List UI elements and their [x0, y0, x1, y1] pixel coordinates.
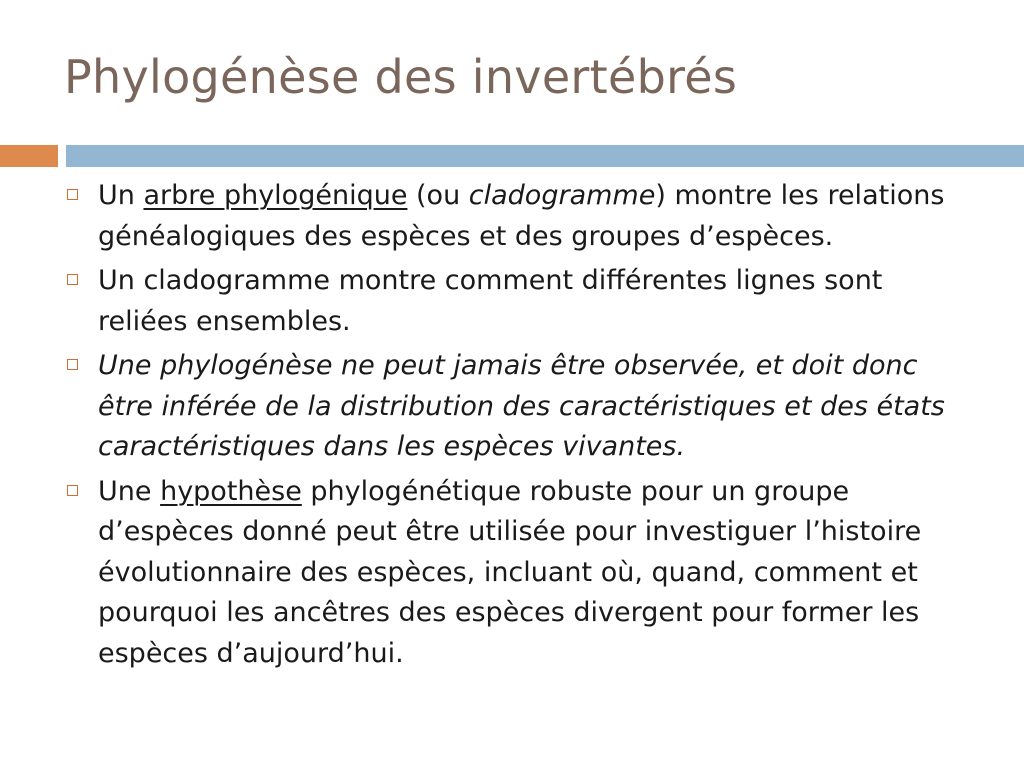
- accent-bar-blue: [66, 145, 1024, 167]
- bullet-text: ) montre les relations généalogiques des espèces et des groupes d’espèces.: [98, 180, 945, 252]
- slide-title: Phylogénèse des invertébrés: [64, 50, 738, 104]
- bullet-text-italic: Une phylogénèse ne peut jamais être observée, et doit donc être inférée de la distribution des caractéristiques et des états caractéristiques dans les espèces vivantes.: [98, 350, 945, 462]
- bullet-text: phylogénétique robuste pour un groupe d’espèces donné peut être utilisée pour investiguer l’histoire évolutionnaire des espèces, incluant où, quand, comment et pourquoi les ancêtres des espèces divergent pour former les espèces d’aujourd’hui.: [98, 475, 922, 669]
- square-outline-bullet-icon: [67, 359, 78, 370]
- term-cladogramme: cladogramme: [468, 180, 656, 211]
- bullet-item: [62, 472, 972, 675]
- accent-bar-orange: [0, 145, 58, 167]
- term-arbre-phylogenique: arbre phylogénique: [143, 180, 408, 211]
- bullet-text: Un cladogramme montre comment différentes lignes sont reliées ensembles.: [98, 265, 883, 337]
- term-hypothese: hypothèse: [160, 475, 302, 507]
- bullet-list: [62, 176, 972, 678]
- bullet-item: [62, 176, 972, 257]
- bullet-text: Un: [98, 180, 144, 211]
- bullet-text: Une: [98, 475, 161, 507]
- bullet-item: [62, 346, 972, 468]
- bullet-item: [62, 261, 972, 342]
- square-outline-bullet-icon: [67, 485, 78, 496]
- bullet-text: (ou: [407, 180, 469, 211]
- square-outline-bullet-icon: [67, 274, 78, 285]
- square-outline-bullet-icon: [67, 189, 78, 200]
